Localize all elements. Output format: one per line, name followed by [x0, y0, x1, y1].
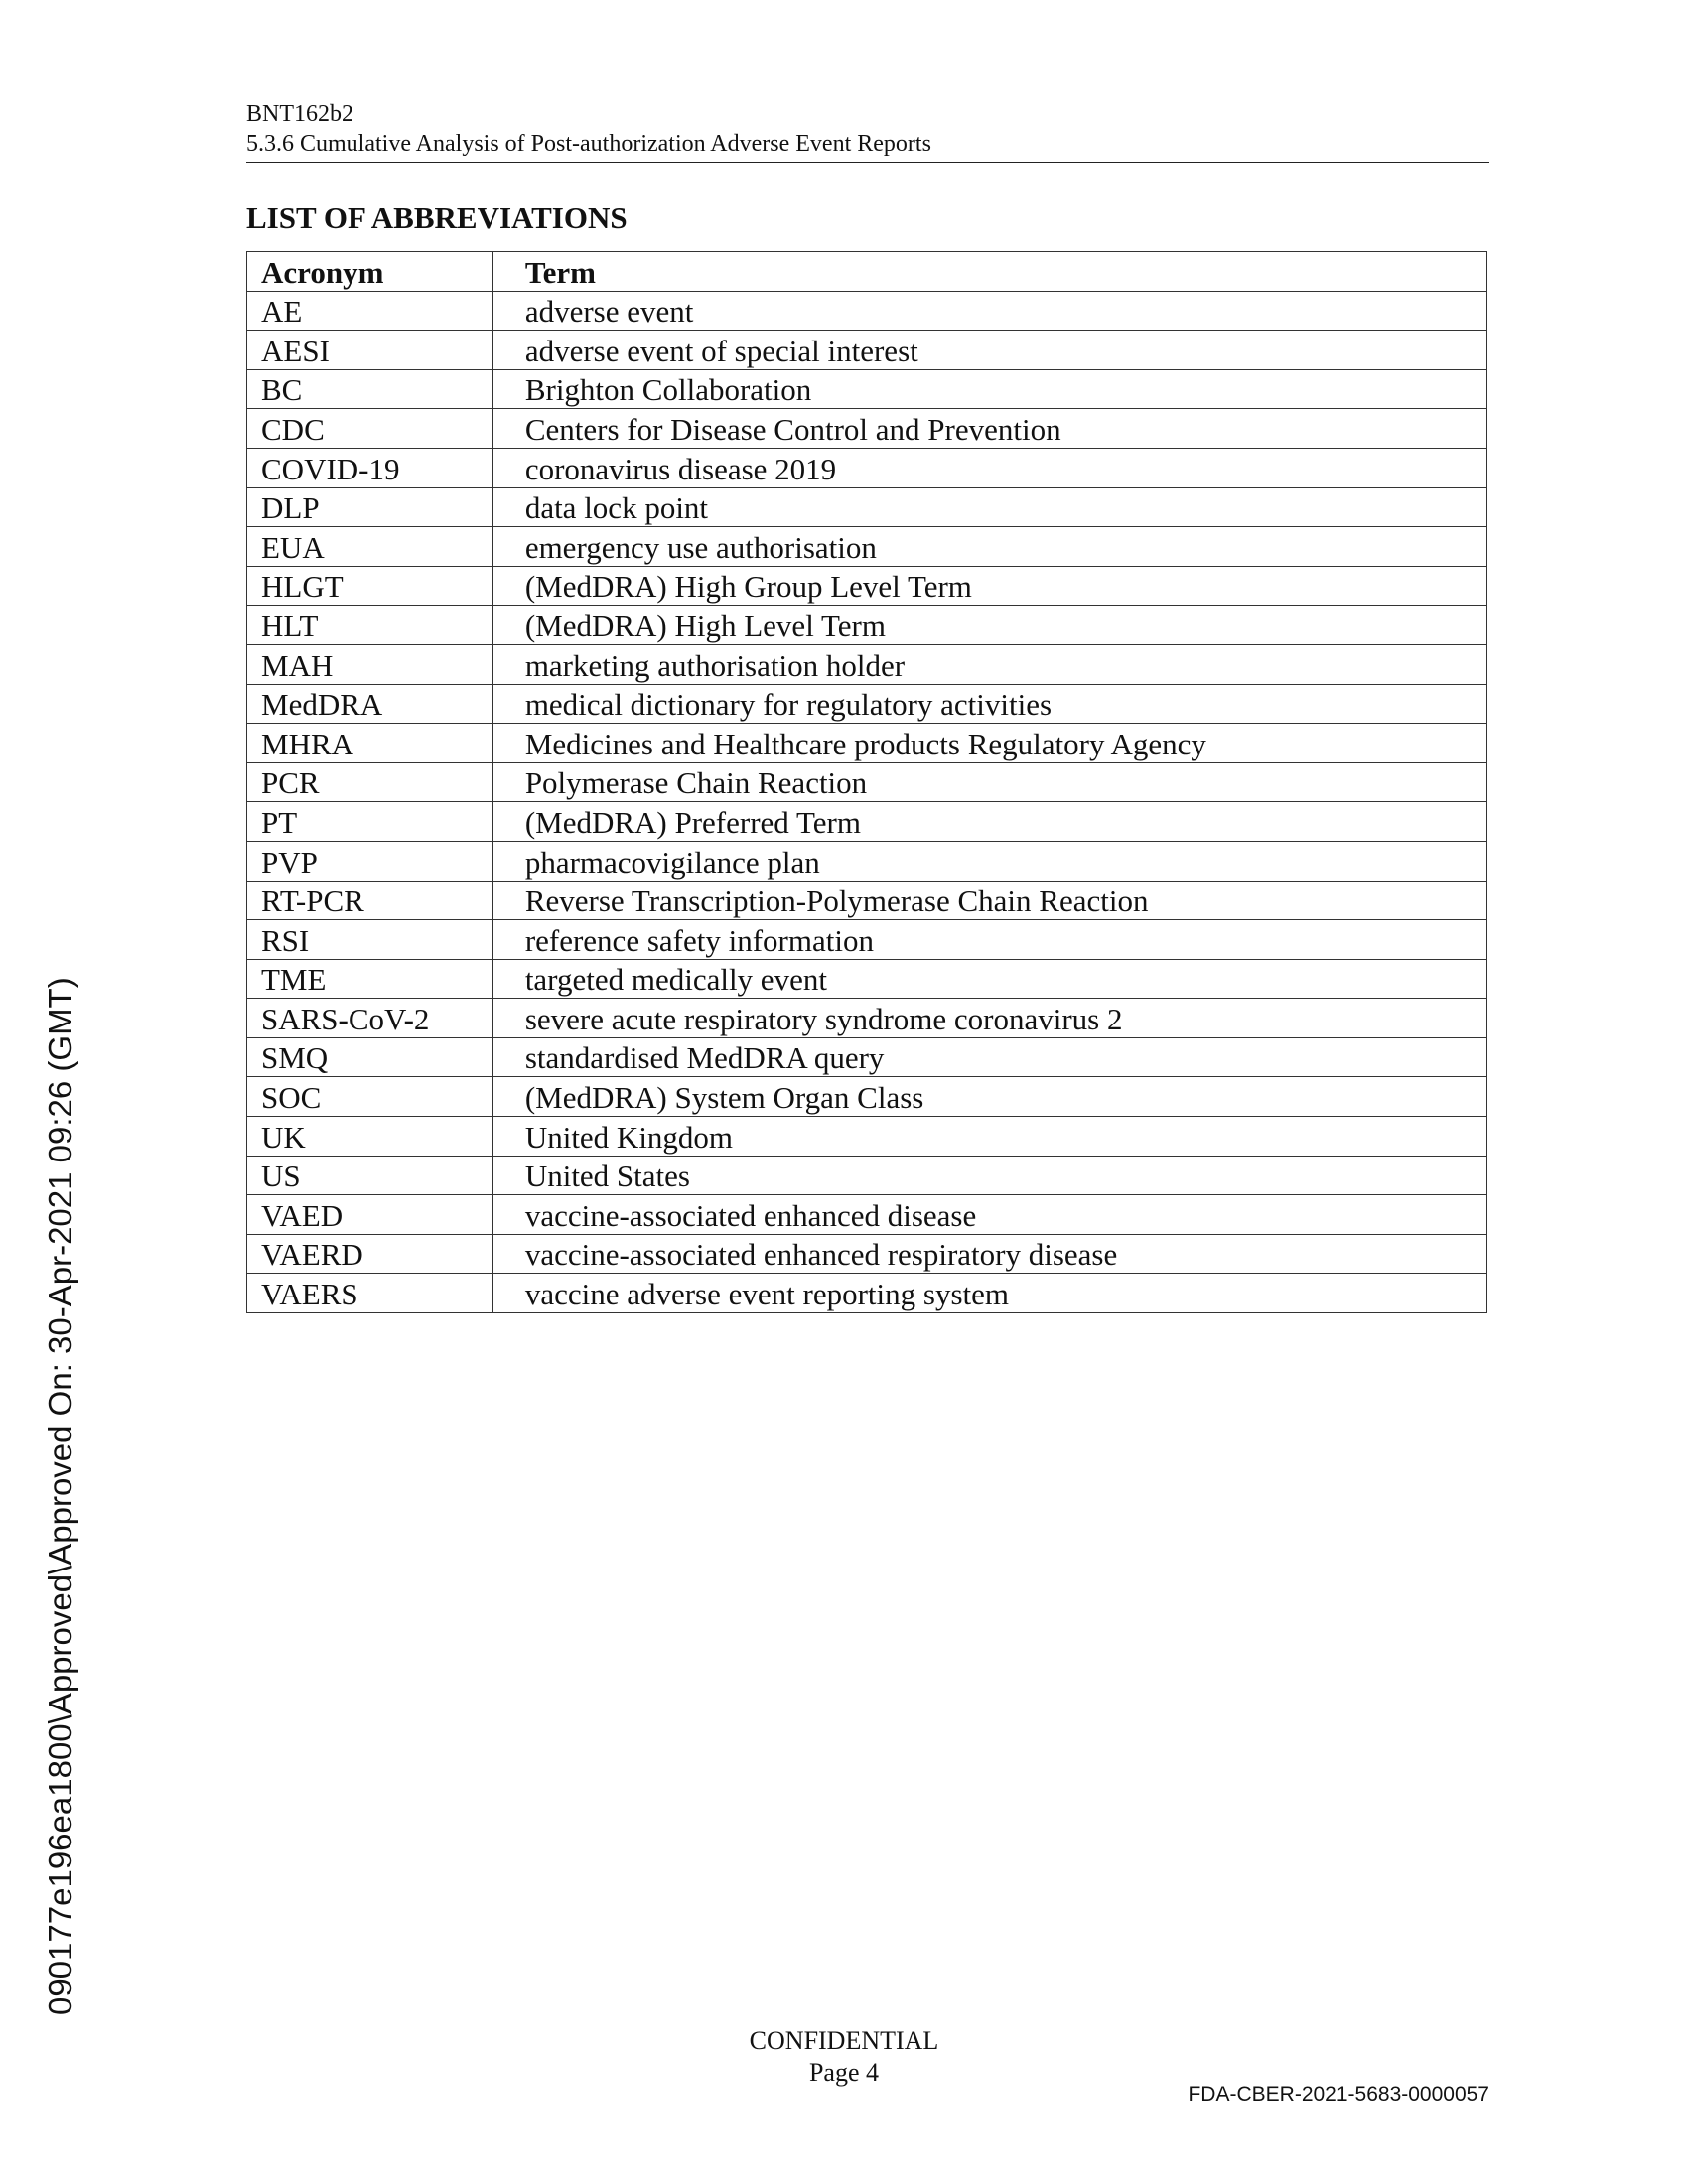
acronym-cell: VAERS — [247, 1274, 493, 1313]
term-cell: (MedDRA) High Group Level Term — [492, 566, 1486, 606]
table-row — [247, 487, 1487, 527]
column-header-acronym: Acronym — [247, 252, 493, 292]
table-row — [247, 920, 1487, 960]
table-row — [247, 802, 1487, 842]
acronym-cell: CDC — [247, 409, 493, 449]
table-row — [247, 331, 1487, 370]
term-cell: (MedDRA) System Organ Class — [492, 1077, 1486, 1117]
acronym-cell: PVP — [247, 841, 493, 881]
term-cell: reference safety information — [492, 920, 1486, 960]
term-cell: standardised MedDRA query — [492, 1037, 1486, 1077]
acronym-cell: SOC — [247, 1077, 493, 1117]
acronym-cell: RSI — [247, 920, 493, 960]
acronym-cell: SMQ — [247, 1037, 493, 1077]
term-cell: Reverse Transcription-Polymerase Chain Reaction — [492, 881, 1486, 920]
acronym-cell: PCR — [247, 762, 493, 802]
table-row — [247, 369, 1487, 409]
acronym-cell: UK — [247, 1117, 493, 1157]
acronym-cell: MHRA — [247, 724, 493, 763]
term-cell: adverse event — [492, 291, 1486, 331]
table-row — [247, 606, 1487, 645]
table-row — [247, 644, 1487, 684]
table-row — [247, 684, 1487, 724]
acronym-cell: EUA — [247, 527, 493, 567]
term-cell: severe acute respiratory syndrome coronavirus 2 — [492, 999, 1486, 1038]
term-cell: Medicines and Healthcare products Regulatory Agency — [492, 724, 1486, 763]
table-row — [247, 1234, 1487, 1274]
table-row — [247, 724, 1487, 763]
column-header-term: Term — [492, 252, 1486, 292]
page-footer — [0, 2025, 1688, 2089]
table-body — [247, 291, 1487, 1312]
term-cell: Brighton Collaboration — [492, 369, 1486, 409]
acronym-cell: HLT — [247, 606, 493, 645]
acronym-cell: VAED — [247, 1195, 493, 1235]
acronym-cell: AE — [247, 291, 493, 331]
term-cell: targeted medically event — [492, 959, 1486, 999]
table-header-row — [247, 252, 1487, 292]
confidential-label: CONFIDENTIAL — [749, 2026, 939, 2055]
report-title: 5.3.6 Cumulative Analysis of Post-authorization Adverse Event Reports — [246, 131, 931, 157]
table-row — [247, 1117, 1487, 1157]
product-name: BNT162b2 — [246, 101, 353, 127]
table-row — [247, 1195, 1487, 1235]
term-cell: coronavirus disease 2019 — [492, 448, 1486, 487]
table-row — [247, 881, 1487, 920]
table-row — [247, 448, 1487, 487]
term-cell: emergency use authorisation — [492, 527, 1486, 567]
table-row — [247, 1077, 1487, 1117]
term-cell: vaccine adverse event reporting system — [492, 1274, 1486, 1313]
term-cell: adverse event of special interest — [492, 331, 1486, 370]
table-row — [247, 841, 1487, 881]
term-cell: data lock point — [492, 487, 1486, 527]
acronym-cell: VAERD — [247, 1234, 493, 1274]
table-row — [247, 291, 1487, 331]
acronym-cell: AESI — [247, 331, 493, 370]
acronym-cell: HLGT — [247, 566, 493, 606]
term-cell: pharmacovigilance plan — [492, 841, 1486, 881]
acronym-cell: DLP — [247, 487, 493, 527]
acronym-cell: RT-PCR — [247, 881, 493, 920]
acronym-cell: PT — [247, 802, 493, 842]
term-cell: Polymerase Chain Reaction — [492, 762, 1486, 802]
acronym-cell: US — [247, 1156, 493, 1195]
acronym-cell: MedDRA — [247, 684, 493, 724]
table-row — [247, 1037, 1487, 1077]
page-number: Page 4 — [808, 2058, 880, 2087]
acronym-cell: MAH — [247, 644, 493, 684]
running-header — [246, 99, 1489, 163]
term-cell: United Kingdom — [492, 1117, 1486, 1157]
table-row — [247, 762, 1487, 802]
term-cell: (MedDRA) High Level Term — [492, 606, 1486, 645]
table-row — [247, 527, 1487, 567]
table-row — [247, 959, 1487, 999]
abbreviations-table — [246, 251, 1487, 1313]
table-row — [247, 566, 1487, 606]
term-cell: marketing authorisation holder — [492, 644, 1486, 684]
table-row — [247, 1274, 1487, 1313]
term-cell: United States — [492, 1156, 1486, 1195]
table-row — [247, 999, 1487, 1038]
acronym-cell: SARS-CoV-2 — [247, 999, 493, 1038]
acronym-cell: BC — [247, 369, 493, 409]
table-row — [247, 409, 1487, 449]
table-row — [247, 1156, 1487, 1195]
section-title: LIST OF ABBREVIATIONS — [246, 201, 628, 235]
acronym-cell: TME — [247, 959, 493, 999]
document-id: FDA-CBER-2021-5683-0000057 — [1188, 2083, 1489, 2106]
term-cell: Centers for Disease Control and Prevention — [492, 409, 1486, 449]
acronym-cell: COVID-19 — [247, 448, 493, 487]
term-cell: medical dictionary for regulatory activities — [492, 684, 1486, 724]
term-cell: (MedDRA) Preferred Term — [492, 802, 1486, 842]
term-cell: vaccine-associated enhanced respiratory disease — [492, 1234, 1486, 1274]
approval-stamp: 090177e196ea1800\Approved\Approved On: 30-Apr-2021 09:26 (GMT) — [42, 977, 78, 2015]
term-cell: vaccine-associated enhanced disease — [492, 1195, 1486, 1235]
